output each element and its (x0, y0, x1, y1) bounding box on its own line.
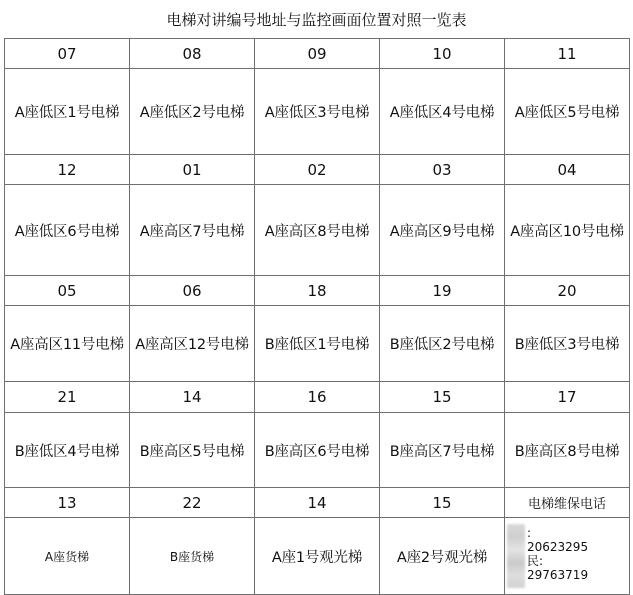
code-row (5, 488, 630, 518)
elevator-name-cell: A座高区12号电梯 (130, 306, 255, 382)
contact-line: : (527, 526, 532, 540)
code-cell: 11 (505, 39, 630, 69)
name-row (5, 518, 630, 595)
elevator-name-cell: A座货梯 (5, 518, 130, 595)
code-cell: 07 (5, 39, 130, 69)
elevator-name-cell: B座高区5号电梯 (130, 413, 255, 488)
code-cell: 15 (380, 488, 505, 518)
code-cell: 06 (130, 276, 255, 306)
elevator-name-cell: B座高区7号电梯 (380, 413, 505, 488)
name-row (5, 413, 630, 488)
elevator-name-cell: A座高区8号电梯 (255, 185, 380, 276)
elevator-name-cell: B座货梯 (130, 518, 255, 595)
maintenance-phone-header: 电梯维保电话 (505, 488, 630, 518)
code-cell: 14 (255, 488, 380, 518)
elevator-name-cell: A座低区1号电梯 (5, 69, 130, 155)
elevator-name-cell: A座1号观光梯 (255, 518, 380, 595)
document-title: 电梯对讲编号地址与监控画面位置对照一览表 (166, 11, 467, 29)
code-cell: 02 (255, 155, 380, 185)
code-cell: 13 (5, 488, 130, 518)
elevator-name-cell: B座低区4号电梯 (5, 413, 130, 488)
elevator-name-cell: B座高区8号电梯 (505, 413, 630, 488)
redacted-blur (507, 524, 525, 588)
code-cell: 16 (255, 382, 380, 413)
elevator-name-cell: B座低区2号电梯 (380, 306, 505, 382)
maintenance-contact (505, 518, 630, 595)
code-cell: 01 (130, 155, 255, 185)
elevator-table (4, 38, 630, 595)
phone-number: 20623295 (527, 540, 589, 554)
code-row (5, 39, 630, 69)
code-cell: 14 (130, 382, 255, 413)
contact-line: 民: (527, 554, 544, 568)
elevator-name-cell: B座低区3号电梯 (505, 306, 630, 382)
elevator-name-cell: B座高区6号电梯 (255, 413, 380, 488)
elevator-name-cell: A座高区10号电梯 (505, 185, 630, 276)
elevator-name-cell: A座低区6号电梯 (5, 185, 130, 276)
code-cell: 09 (255, 39, 380, 69)
code-cell: 18 (255, 276, 380, 306)
code-cell: 21 (5, 382, 130, 413)
phone-number: 29763719 (527, 568, 589, 582)
elevator-name-cell: A座高区9号电梯 (380, 185, 505, 276)
code-cell: 03 (380, 155, 505, 185)
code-cell: 19 (380, 276, 505, 306)
code-cell: 17 (505, 382, 630, 413)
code-row (5, 155, 630, 185)
code-cell: 08 (130, 39, 255, 69)
elevator-name-cell: A座2号观光梯 (380, 518, 505, 595)
code-cell: 22 (130, 488, 255, 518)
elevator-name-cell: A座低区5号电梯 (505, 69, 630, 155)
name-row (5, 306, 630, 382)
elevator-name-cell: A座低区2号电梯 (130, 69, 255, 155)
code-row (5, 276, 630, 306)
code-cell: 12 (5, 155, 130, 185)
code-cell: 05 (5, 276, 130, 306)
name-row (5, 185, 630, 276)
code-cell: 15 (380, 382, 505, 413)
elevator-name-cell: A座高区7号电梯 (130, 185, 255, 276)
maintenance-phone-cell (505, 518, 630, 595)
code-cell: 04 (505, 155, 630, 185)
elevator-name-cell: A座低区4号电梯 (380, 69, 505, 155)
name-row (5, 69, 630, 155)
code-cell: 10 (380, 39, 505, 69)
elevator-name-cell: A座高区11号电梯 (5, 306, 130, 382)
elevator-name-cell: A座低区3号电梯 (255, 69, 380, 155)
code-cell: 20 (505, 276, 630, 306)
elevator-name-cell: B座低区1号电梯 (255, 306, 380, 382)
code-row (5, 382, 630, 413)
